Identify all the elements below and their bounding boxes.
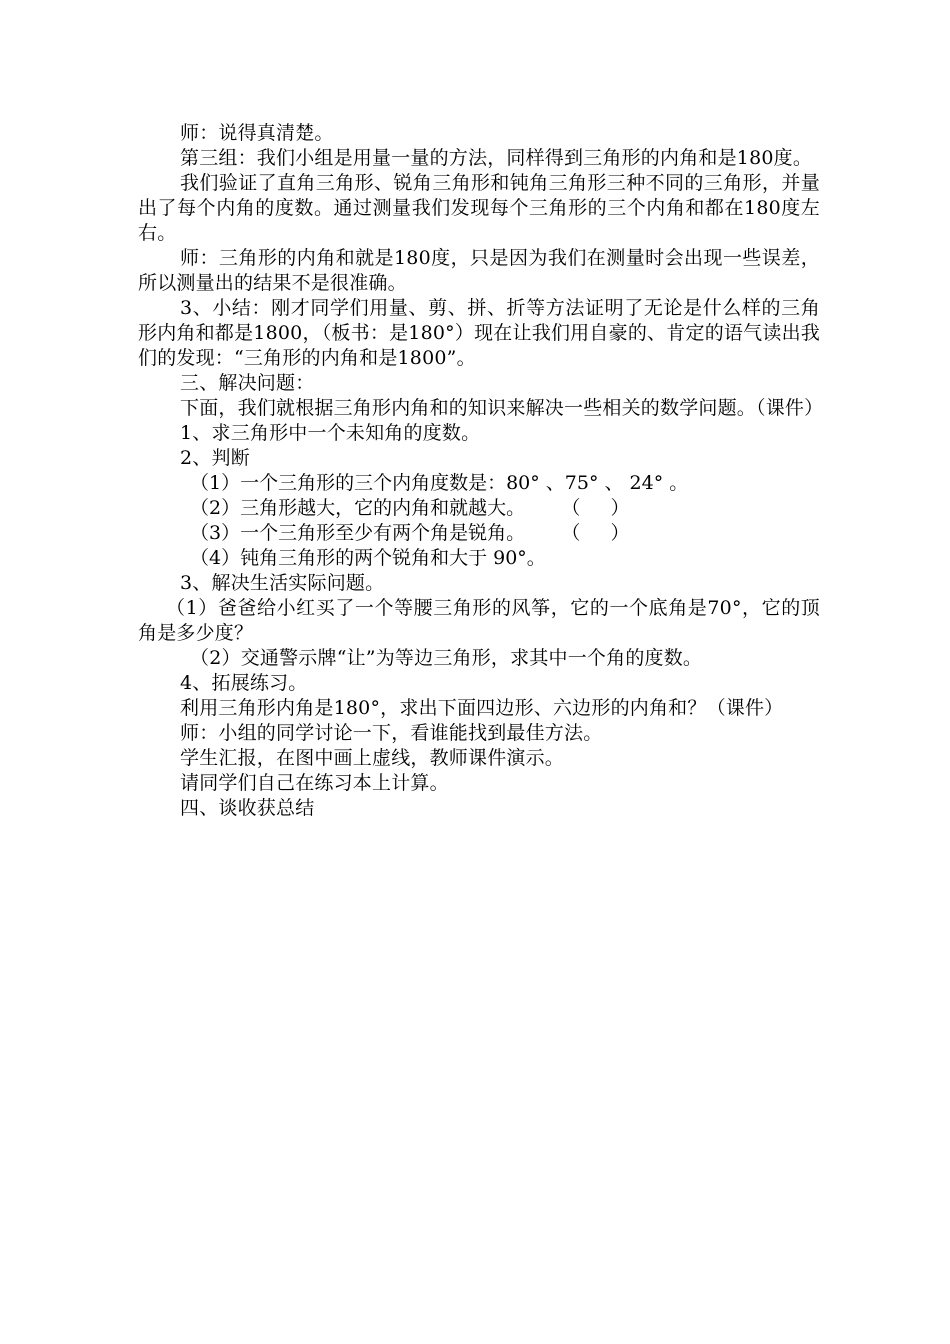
judge-item-3: （3）一个三角形至少有两个角是锐角。 （ ） [190, 522, 630, 544]
judge-item-1: （1）一个三角形的三个内角度数是：80° 、75° 、 24° 。 [190, 472, 689, 494]
judge-item-2: （2）三角形越大，它的内角和就越大。 （ ） [190, 497, 630, 519]
paragraph-summary: 3、小结：刚才同学们用量、剪、拼、折等方法证明了无论是什么样的三角形内角和都是1800，（板书：是180°）现在让我们用自豪的、肯定的语气读出我们的发现：“三角形的内角和是1800”。 [138, 297, 820, 369]
list-item-judge: 2、判断 [180, 447, 250, 469]
problem-kite: （1）爸爸给小红买了一个等腰三角形的风筝，它的一个底角是70°，它的顶角是多少度？ [138, 597, 820, 644]
document-body [138, 121, 824, 821]
paragraph-teacher-explanation: 师：三角形的内角和就是180度，只是因为我们在测量时会出现一些误差，所以测量出的结果不是很准确。 [138, 247, 820, 294]
paragraph-group-discussion: 师：小组的同学讨论一下，看谁能找到最佳方法。 [180, 722, 603, 744]
problem-sign: （2）交通警示牌“让”为等边三角形，求其中一个角的度数。 [190, 647, 703, 669]
list-item-real-life: 3、解决生活实际问题。 [180, 572, 385, 594]
paragraph-teacher-praise: 师：说得真清楚。 [180, 122, 334, 144]
paragraph-student-report: 学生汇报，在图中画上虚线，教师课件演示。 [180, 747, 565, 769]
paragraph-verification: 我们验证了直角三角形、锐角三角形和钝角三角形三种不同的三角形，并量出了每个内角的度数。通过测量我们发现每个三角形的三个内角和都在180度左右。 [138, 172, 820, 244]
paragraph-group-three: 第三组：我们小组是用量一量的方法，同样得到三角形的内角和是180度。 [180, 147, 813, 169]
paragraph-calculate: 请同学们自己在练习本上计算。 [180, 772, 449, 794]
section-heading-summary: 四、谈收获总结 [180, 797, 315, 819]
section-heading-solve-problems: 三、解决问题： [180, 372, 315, 394]
paragraph-polygon-angles: 利用三角形内角是180°，求出下面四边形、六边形的内角和？（课件） [180, 697, 784, 719]
list-item-extension: 4、拓展练习。 [180, 672, 308, 694]
judge-item-4: （4）钝角三角形的两个锐角和大于 90°。 [190, 547, 546, 569]
list-item-unknown-angle: 1、求三角形中一个未知角的度数。 [180, 422, 481, 444]
paragraph-intro-problems: 下面，我们就根据三角形内角和的知识来解决一些相关的数学问题。（课件） [180, 397, 824, 419]
